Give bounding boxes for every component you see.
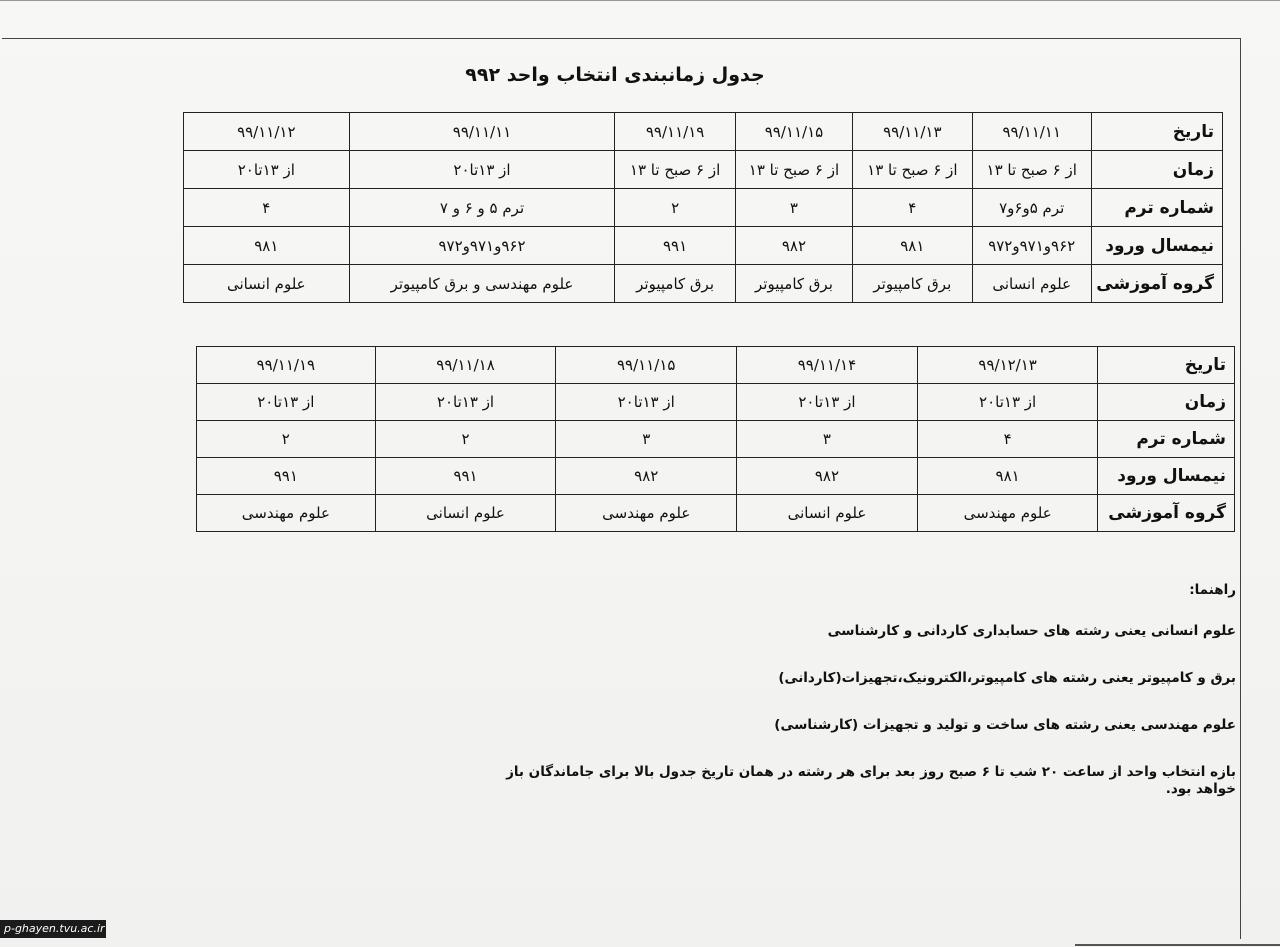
table-cell: ۹۸۲ (737, 458, 918, 495)
row-label: نیمسال ورود (1091, 227, 1222, 265)
top-border-line (0, 0, 1280, 1)
table-cell: ۳ (737, 421, 918, 458)
table-cell: ۹۹/۱۱/۱۱ (972, 113, 1091, 151)
table-row (197, 347, 1235, 384)
table-cell: ۹۹/۱۱/۱۹ (197, 347, 376, 384)
table-row (197, 421, 1235, 458)
table-cell: علوم مهندسی (556, 495, 737, 532)
table-cell: ۹۹/۱۱/۱۵ (556, 347, 737, 384)
table-cell: ۳ (735, 189, 852, 227)
table-cell: علوم مهندسی (197, 495, 376, 532)
guide-section (476, 582, 1236, 828)
table-cell: از ۱۳تا۲۰ (737, 384, 918, 421)
table-row (197, 384, 1235, 421)
document-title: جدول زمانبندی انتخاب واحد ۹۹۲ (465, 64, 765, 86)
row-label: گروه آموزشی (1091, 265, 1222, 303)
table-cell: ۹۹/۱۲/۱۳ (917, 347, 1098, 384)
table-cell: ۹۹/۱۱/۱۲ (184, 113, 350, 151)
table-cell: ترم ۵و۶و۷ (972, 189, 1091, 227)
table-cell: از ۱۳تا۲۰ (917, 384, 1098, 421)
table-row (184, 113, 1223, 151)
table-cell: ۹۹/۱۱/۱۴ (737, 347, 918, 384)
table-cell: ۹۹۱ (375, 458, 556, 495)
table-cell: ۹۶۲و۹۷۱و۹۷۲ (972, 227, 1091, 265)
table-cell: علوم مهندسی و برق کامپیوتر (349, 265, 615, 303)
table-cell: ۹۹۱ (615, 227, 735, 265)
table-cell: از ۱۳تا۲۰ (556, 384, 737, 421)
table-cell: ۴ (853, 189, 972, 227)
table-row (184, 151, 1223, 189)
table-cell: علوم انسانی (972, 265, 1091, 303)
table-cell: ۲ (375, 421, 556, 458)
table-cell: از ۶ صبح تا ۱۳ (735, 151, 852, 189)
table-cell: ترم ۵ و ۶ و ۷ (349, 189, 615, 227)
table-cell: از ۶ صبح تا ۱۳ (972, 151, 1091, 189)
table-cell: ۹۸۲ (735, 227, 852, 265)
table-cell: برق کامپیوتر (615, 265, 735, 303)
table-cell: برق کامپیوتر (853, 265, 972, 303)
table-row (184, 227, 1223, 265)
row-label: شماره ترم (1098, 421, 1235, 458)
table-cell: ۹۸۲ (556, 458, 737, 495)
row-label: گروه آموزشی (1098, 495, 1235, 532)
guide-line: برق و کامپیوتر یعنی رشته های کامپیوتر،الکترونیک،تجهیزات(کاردانی) (778, 670, 1236, 686)
table-cell: ۹۸۱ (917, 458, 1098, 495)
guide-line: بازه انتخاب واحد از ساعت ۲۰ شب تا ۶ صبح روز بعد برای هر رشته در همان تاریخ جدول بالا برای جاماندگان باز خواهد بود. (506, 764, 1236, 797)
row-label: نیمسال ورود (1098, 458, 1235, 495)
table-cell: برق کامپیوتر (735, 265, 852, 303)
schedule-table-2 (196, 346, 1235, 532)
table-row (184, 189, 1223, 227)
bottom-border-line (1075, 944, 1280, 946)
row-label: تاریخ (1098, 347, 1235, 384)
schedule-table-1 (183, 112, 1223, 303)
table-cell: ۹۹/۱۱/۱۱ (349, 113, 615, 151)
table-cell: از ۶ صبح تا ۱۳ (853, 151, 972, 189)
site-watermark: p-ghayen.tvu.ac.ir (0, 920, 106, 938)
table-cell: ۳ (556, 421, 737, 458)
table-cell: ۹۶۲و۹۷۱و۹۷۲ (349, 227, 615, 265)
table-cell: ۹۹/۱۱/۱۳ (853, 113, 972, 151)
guide-heading: راهنما: (1189, 582, 1236, 598)
table-cell: ۲ (197, 421, 376, 458)
table-row (184, 265, 1223, 303)
table-cell: علوم مهندسی (917, 495, 1098, 532)
table-cell: از ۱۳تا۲۰ (184, 151, 350, 189)
table-cell: ۹۸۱ (853, 227, 972, 265)
table-row (197, 458, 1235, 495)
table-cell: ۹۹۱ (197, 458, 376, 495)
table-cell: ۹۹/۱۱/۱۹ (615, 113, 735, 151)
table-cell: علوم انسانی (737, 495, 918, 532)
row-label: شماره ترم (1091, 189, 1222, 227)
table-cell: ۴ (184, 189, 350, 227)
row-label: تاریخ (1091, 113, 1222, 151)
table-cell: از ۱۳تا۲۰ (375, 384, 556, 421)
table-cell: ۹۹/۱۱/۱۸ (375, 347, 556, 384)
table-cell: ۹۹/۱۱/۱۵ (735, 113, 852, 151)
table-cell: ۲ (615, 189, 735, 227)
table-cell: ۴ (917, 421, 1098, 458)
table-cell: ۹۸۱ (184, 227, 350, 265)
table-cell: از ۱۳تا۲۰ (197, 384, 376, 421)
row-label: زمان (1098, 384, 1235, 421)
table-row (197, 495, 1235, 532)
table-cell: علوم انسانی (375, 495, 556, 532)
row-label: زمان (1091, 151, 1222, 189)
table-cell: از ۱۳تا۲۰ (349, 151, 615, 189)
guide-line: علوم انسانی یعنی رشته های حسابداری کاردانی و کارشناسی (827, 623, 1236, 639)
guide-line: علوم مهندسی یعنی رشته های ساخت و تولید و تجهیزات (کارشناسی) (774, 717, 1236, 733)
table-cell: از ۶ صبح تا ۱۳ (615, 151, 735, 189)
table-cell: علوم انسانی (184, 265, 350, 303)
